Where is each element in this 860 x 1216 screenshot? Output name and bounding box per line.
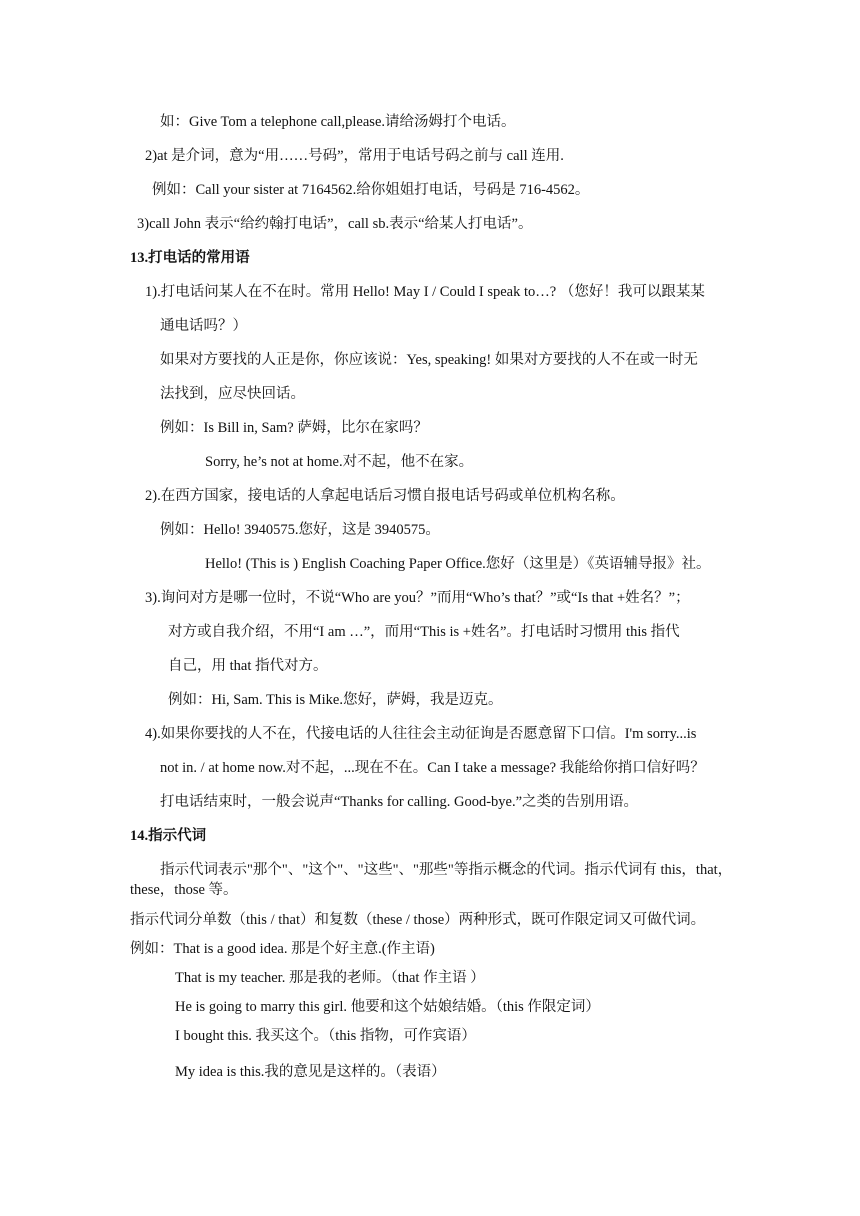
text-line-sorry-not-home: Sorry, he’s not at home.对不起，他不在家。 (205, 454, 474, 470)
text-line-example-bill: 例如：Is Bill in, Sam? 萨姆，比尔在家吗？ (160, 420, 428, 436)
section-heading-14: 14.指示代词 (130, 828, 207, 844)
text-line-example-marry: He is going to marry this girl. 他要和这个姑娘结婚。（this 作限定词） (175, 999, 600, 1015)
text-line-demonstratives-intro-cont: these，those 等。 (130, 882, 238, 898)
text-line-yes-speaking: 如果对方要找的人正是你，你应该说：Yes, speaking! 如果对方要找的人不在或一时无 (160, 352, 698, 368)
text-line-point-4-cont: not in. / at home now.对不起，...现在不在。Can I take a message? 我能给你捎口信好吗？ (160, 760, 705, 776)
text-line-point-3: 3).询问对方是哪一位时，不说“Who are you？”而用“Who’s that？”或“Is that +姓名？”； (145, 590, 690, 606)
text-line-call-john: 3)call John 表示“给约翰打电话”，call sb.表示“给某人打电话”。 (137, 216, 533, 232)
text-line-demonstratives-intro: 指示代词表示"那个"、"这个"、"这些"、"那些"等指示概念的代词。指示代词有 this，that， (160, 862, 733, 878)
text-line-ru: 如：Give Tom a telephone call,please.请给汤姆打个电话。 (160, 114, 516, 130)
text-line-point-3-cont: 对方或自我介绍，不用“I am …”，而用“This is +姓名”。打电话时习惯用 this 指代 (168, 624, 680, 640)
text-line-example-my-idea: My idea is this.我的意见是这样的。（表语） (175, 1064, 446, 1080)
text-line-yes-speaking-cont: 法找到，应尽快回话。 (160, 386, 305, 402)
text-line-point-1: 1).打电话问某人在不在时。常用 Hello! May I / Could I speak to…? （您好！我可以跟某某 (145, 284, 705, 300)
text-line-example-hello-number: 例如：Hello! 3940575.您好，这是 3940575。 (160, 522, 440, 538)
text-line-at-preposition: 2)at 是介词，意为“用……号码”，常用于电话号码之前与 call 连用. (145, 148, 564, 164)
text-line-goodbye: 打电话结束时，一般会说声“Thanks for calling. Good-bye.”之类的告别用语。 (160, 794, 639, 810)
text-line-example-mike: 例如：Hi, Sam. This is Mike.您好，萨姆，我是迈克。 (168, 692, 503, 708)
text-line-point-1-cont: 通电话吗？） (160, 318, 247, 334)
text-line-example-teacher: That is my teacher. 那是我的老师。（that 作主语 ） (175, 970, 485, 986)
text-line-example-call-sister: 例如：Call your sister at 7164562.给你姐姐打电话，号码是 716-4562。 (152, 182, 590, 198)
text-line-singular-plural: 指示代词分单数（this / that）和复数（these / those）两种形式，既可作限定词又可做代词。 (130, 912, 706, 928)
text-line-example-bought: I bought this. 我买这个。（this 指物，可作宾语） (175, 1028, 476, 1044)
section-heading-13: 13.打电话的常用语 (130, 250, 250, 266)
text-line-point-2: 2).在西方国家，接电话的人拿起电话后习惯自报电话号码或单位机构名称。 (145, 488, 625, 504)
text-line-point-4: 4).如果你要找的人不在，代接电话的人往往会主动征询是否愿意留下口信。I'm sorry...is (145, 726, 697, 742)
text-line-point-3-cont-2: 自己，用 that 指代对方。 (168, 658, 328, 674)
text-line-example-good-idea: 例如：That is a good idea. 那是个好主意.(作主语) (130, 941, 435, 957)
text-line-example-office: Hello! (This is ) English Coaching Paper Office.您好（这里是）《英语辅导报》社。 (205, 556, 711, 572)
